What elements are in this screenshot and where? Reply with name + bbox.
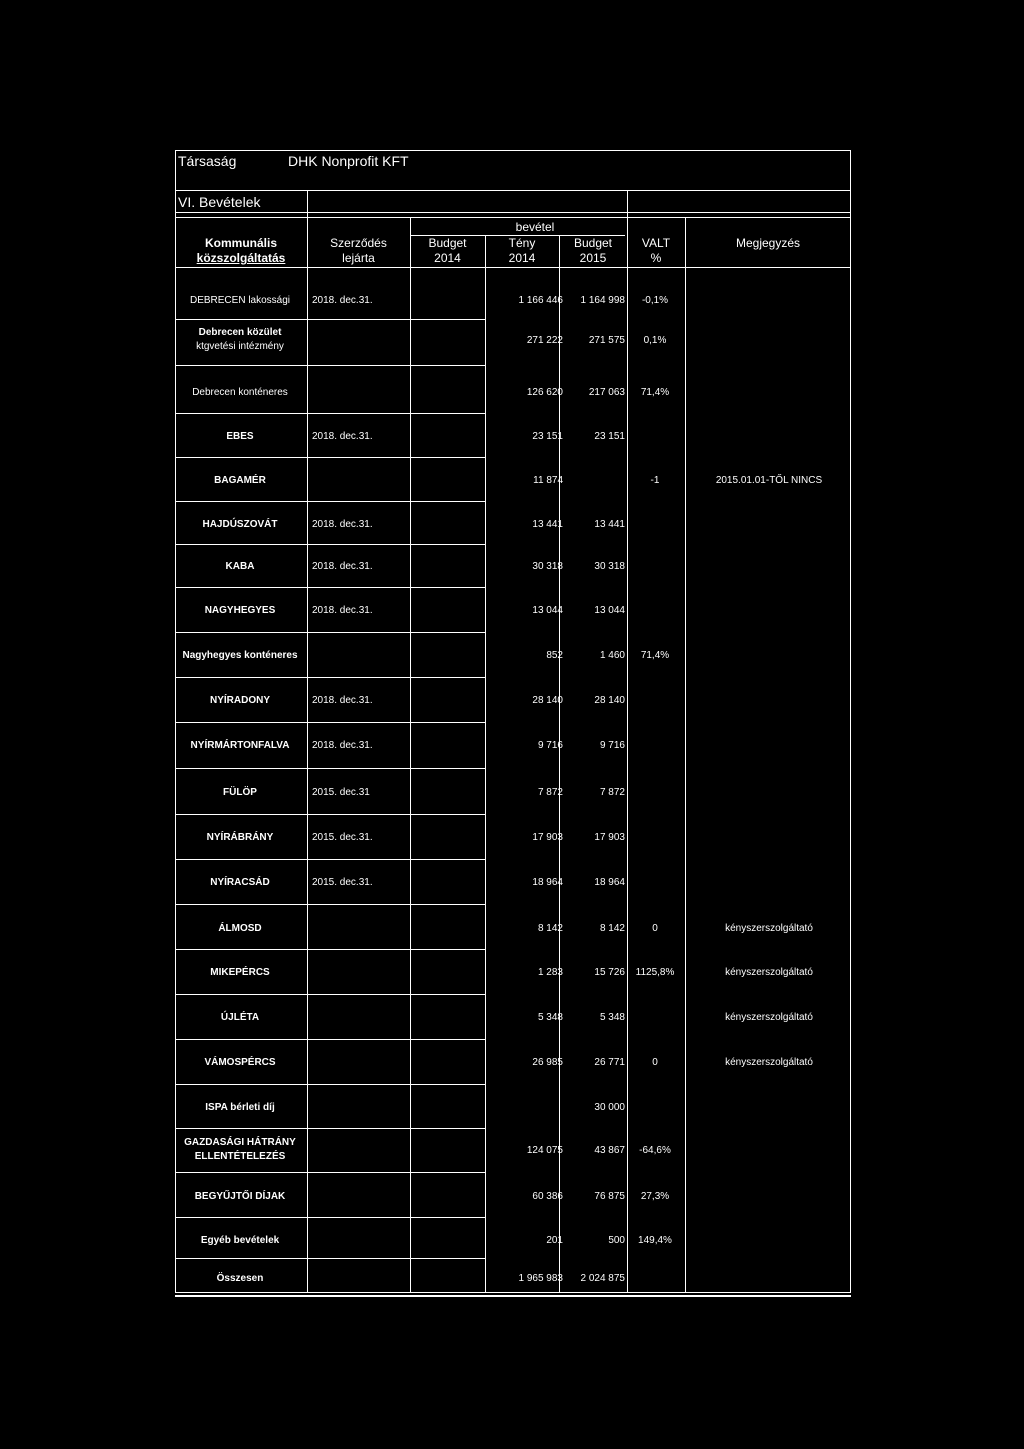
row-budget-2015: 217 063 (588, 387, 625, 398)
row-note: kényszerszolgáltató (725, 967, 813, 978)
row-budget-2015: 15 726 (594, 967, 625, 978)
row-separator (175, 1258, 485, 1259)
row-actual-2014: 13 044 (532, 605, 563, 616)
row-change-pct: 27,3% (640, 1191, 670, 1202)
row-expiry: 2018. dec.31. (312, 295, 373, 306)
row-name: Nagyhegyes konténeres (182, 650, 298, 661)
revenue-sheet (175, 150, 851, 1295)
row-actual-2014: 126 620 (526, 387, 563, 398)
row-budget-2015: 26 771 (594, 1057, 625, 1068)
row-budget-2015: 500 (608, 1235, 625, 1246)
row-name: FÜLÖP (223, 787, 257, 798)
row-separator (175, 632, 485, 633)
column-header (685, 236, 851, 251)
row-actual-2014: 271 222 (526, 335, 563, 346)
row-separator (175, 722, 485, 723)
row-name: NYÍRÁBRÁNY (206, 832, 274, 843)
row-budget-2015: 17 903 (594, 832, 625, 843)
row-note: kényszerszolgáltató (725, 1012, 813, 1023)
row-change-pct: 71,4% (640, 387, 670, 398)
row-actual-2014: 124 075 (526, 1145, 563, 1156)
row-actual-2014: 18 964 (532, 877, 563, 888)
row-separator (175, 365, 485, 366)
row-name: Összesen (216, 1273, 264, 1284)
row-actual-2014: 1 283 (537, 967, 563, 978)
row-name: BAGAMÉR (214, 475, 266, 486)
row-expiry: 2018. dec.31. (312, 740, 373, 751)
column-header-line1: Kommunális (204, 236, 277, 250)
row-name: BEGYŰJTŐI DÍJAK (194, 1191, 286, 1202)
row-actual-2014: 1 965 983 (518, 1273, 563, 1284)
row-note: kényszerszolgáltató (725, 1057, 813, 1068)
column-header-line1: Budget (428, 236, 467, 250)
header-rule-top (175, 212, 851, 213)
row-separator (175, 1172, 485, 1173)
table-bottom-rule (175, 1295, 851, 1297)
section-title-bar (175, 190, 851, 213)
row-actual-2014: 28 140 (532, 695, 563, 706)
section-title: VI. Bevételek (178, 194, 261, 210)
column-header-line1: Tény (508, 236, 536, 250)
row-expiry: 2015. dec.31. (312, 877, 373, 888)
row-budget-2015: 8 142 (599, 923, 625, 934)
row-actual-2014: 7 872 (537, 787, 563, 798)
header-rule-bottom (175, 267, 851, 268)
company-name: DHK Nonprofit KFT (288, 153, 409, 169)
row-separator (175, 768, 485, 769)
column-header (307, 236, 410, 266)
row-change-pct: 0 (652, 923, 658, 934)
row-name: NYÍRACSÁD (210, 877, 270, 888)
row-budget-2015: 7 872 (599, 787, 625, 798)
row-expiry: 2018. dec.31. (312, 519, 373, 530)
row-note: 2015.01.01-TŐL NINCS (715, 475, 823, 486)
row-change-pct: -64,6% (639, 1145, 671, 1156)
row-actual-2014: 9 716 (537, 740, 563, 751)
row-budget-2015: 1 164 998 (580, 295, 625, 306)
row-budget-2015: 18 964 (594, 877, 625, 888)
row-name: NYÍRMÁRTONFALVA (190, 740, 290, 751)
row-actual-2014: 1 166 446 (518, 295, 563, 306)
row-expiry: 2015. dec.31. (312, 832, 373, 843)
row-budget-2015: 23 151 (594, 431, 625, 442)
row-actual-2014: 201 (546, 1235, 563, 1246)
row-separator (175, 1128, 485, 1129)
row-expiry: 2015. dec.31 (312, 787, 370, 798)
row-actual-2014: 26 985 (532, 1057, 563, 1068)
column-header (485, 236, 559, 266)
row-name: Debrecen konténeres (192, 387, 288, 398)
row-actual-2014: 23 151 (532, 431, 563, 442)
row-note: kényszerszolgáltató (725, 923, 813, 934)
row-name: ÁLMOSD (218, 923, 262, 934)
row-change-pct: 71,4% (640, 650, 670, 661)
row-separator (175, 1217, 485, 1218)
row-budget-2015: 9 716 (599, 740, 625, 751)
row-name: MIKEPÉRCS (210, 967, 270, 978)
row-change-pct: 149,4% (638, 1235, 672, 1246)
row-actual-2014: 8 142 (537, 923, 563, 934)
row-actual-2014: 11 874 (533, 475, 563, 486)
row-separator (175, 1039, 485, 1040)
row-separator (175, 677, 485, 678)
bevetel-group-label: bevétel (515, 220, 555, 234)
row-separator (175, 413, 485, 414)
row-separator (175, 1084, 485, 1085)
row-change-pct: -0,1% (641, 295, 669, 306)
row-separator (175, 904, 485, 905)
column-header (175, 236, 307, 266)
col-divider-6 (685, 217, 686, 1293)
row-budget-2015: 271 575 (588, 335, 625, 346)
row-expiry: 2018. dec.31. (312, 561, 373, 572)
row-actual-2014: 852 (546, 650, 563, 661)
row-name: Egyéb bevételek (200, 1235, 280, 1246)
row-separator (175, 859, 485, 860)
row-name: NYÍRADONY (209, 695, 270, 706)
column-header-line2: lejárta (342, 251, 375, 265)
row-separator (175, 319, 485, 320)
row-separator (175, 814, 485, 815)
company-header (175, 150, 851, 190)
row-actual-2014: 30 318 (532, 561, 563, 572)
row-budget-2015: 1 460 (599, 650, 625, 661)
row-budget-2015: 30 318 (594, 561, 625, 572)
row-budget-2015: 28 140 (594, 695, 625, 706)
column-header (410, 236, 485, 266)
header-rule-double (175, 217, 851, 218)
row-name-line2: ktgvetési intézmény (196, 341, 284, 352)
row-separator (175, 994, 485, 995)
row-separator (175, 587, 485, 588)
row-budget-2015: 13 044 (594, 605, 625, 616)
row-name: NAGYHEGYES (204, 605, 276, 616)
row-budget-2015: 76 875 (594, 1191, 625, 1202)
row-budget-2015: 30 000 (594, 1102, 625, 1113)
row-name: GAZDASÁGI HÁTRÁNY (184, 1137, 296, 1148)
row-change-pct: 0,1% (643, 335, 667, 346)
column-header-line2: közszolgáltatás (196, 251, 286, 265)
row-separator (175, 544, 485, 545)
row-budget-2015: 13 441 (594, 519, 625, 530)
col-divider-5 (627, 190, 628, 1293)
column-header-line1: Megjegyzés (735, 236, 801, 250)
row-actual-2014: 17 903 (532, 832, 563, 843)
row-name: EBES (226, 431, 254, 442)
row-name: KABA (225, 561, 255, 572)
row-change-pct: 1125,8% (635, 967, 675, 978)
row-budget-2015: 2 024 875 (580, 1273, 625, 1284)
row-name: ISPA bérleti díj (205, 1102, 275, 1113)
row-separator (175, 501, 485, 502)
column-header-line2: % (650, 251, 662, 265)
column-header-line1: VALT (641, 236, 671, 250)
row-actual-2014: 60 386 (532, 1191, 563, 1202)
column-header-line2: 2014 (434, 251, 461, 265)
row-budget-2015: 5 348 (599, 1012, 625, 1023)
row-separator (175, 457, 485, 458)
column-header (627, 236, 685, 266)
row-expiry: 2018. dec.31. (312, 605, 373, 616)
row-name: HAJDÚSZOVÁT (202, 519, 278, 530)
row-name: Debrecen közület (198, 327, 282, 338)
row-expiry: 2018. dec.31. (312, 431, 373, 442)
row-actual-2014: 5 348 (537, 1012, 563, 1023)
col-divider-2 (410, 217, 411, 1293)
column-header-line1: Budget (573, 236, 613, 250)
row-separator (175, 949, 485, 950)
row-name: DEBRECEN lakossági (189, 295, 291, 306)
row-name: ÚJLÉTA (220, 1012, 260, 1023)
row-actual-2014: 13 441 (532, 519, 563, 530)
row-name: VÁMOSPÉRCS (204, 1057, 276, 1068)
row-budget-2015: 43 867 (594, 1145, 625, 1156)
column-header-line2: 2014 (508, 251, 536, 265)
column-header (559, 236, 627, 266)
row-expiry: 2018. dec.31. (312, 695, 373, 706)
column-header-line1: Szerződés (330, 236, 387, 250)
column-header-line2: 2015 (579, 251, 607, 265)
row-change-pct: -1 (650, 475, 660, 486)
row-name-line2: ELLENTÉTELEZÉS (194, 1151, 286, 1162)
row-change-pct: 0 (652, 1057, 658, 1068)
company-label: Társaság (178, 153, 237, 169)
